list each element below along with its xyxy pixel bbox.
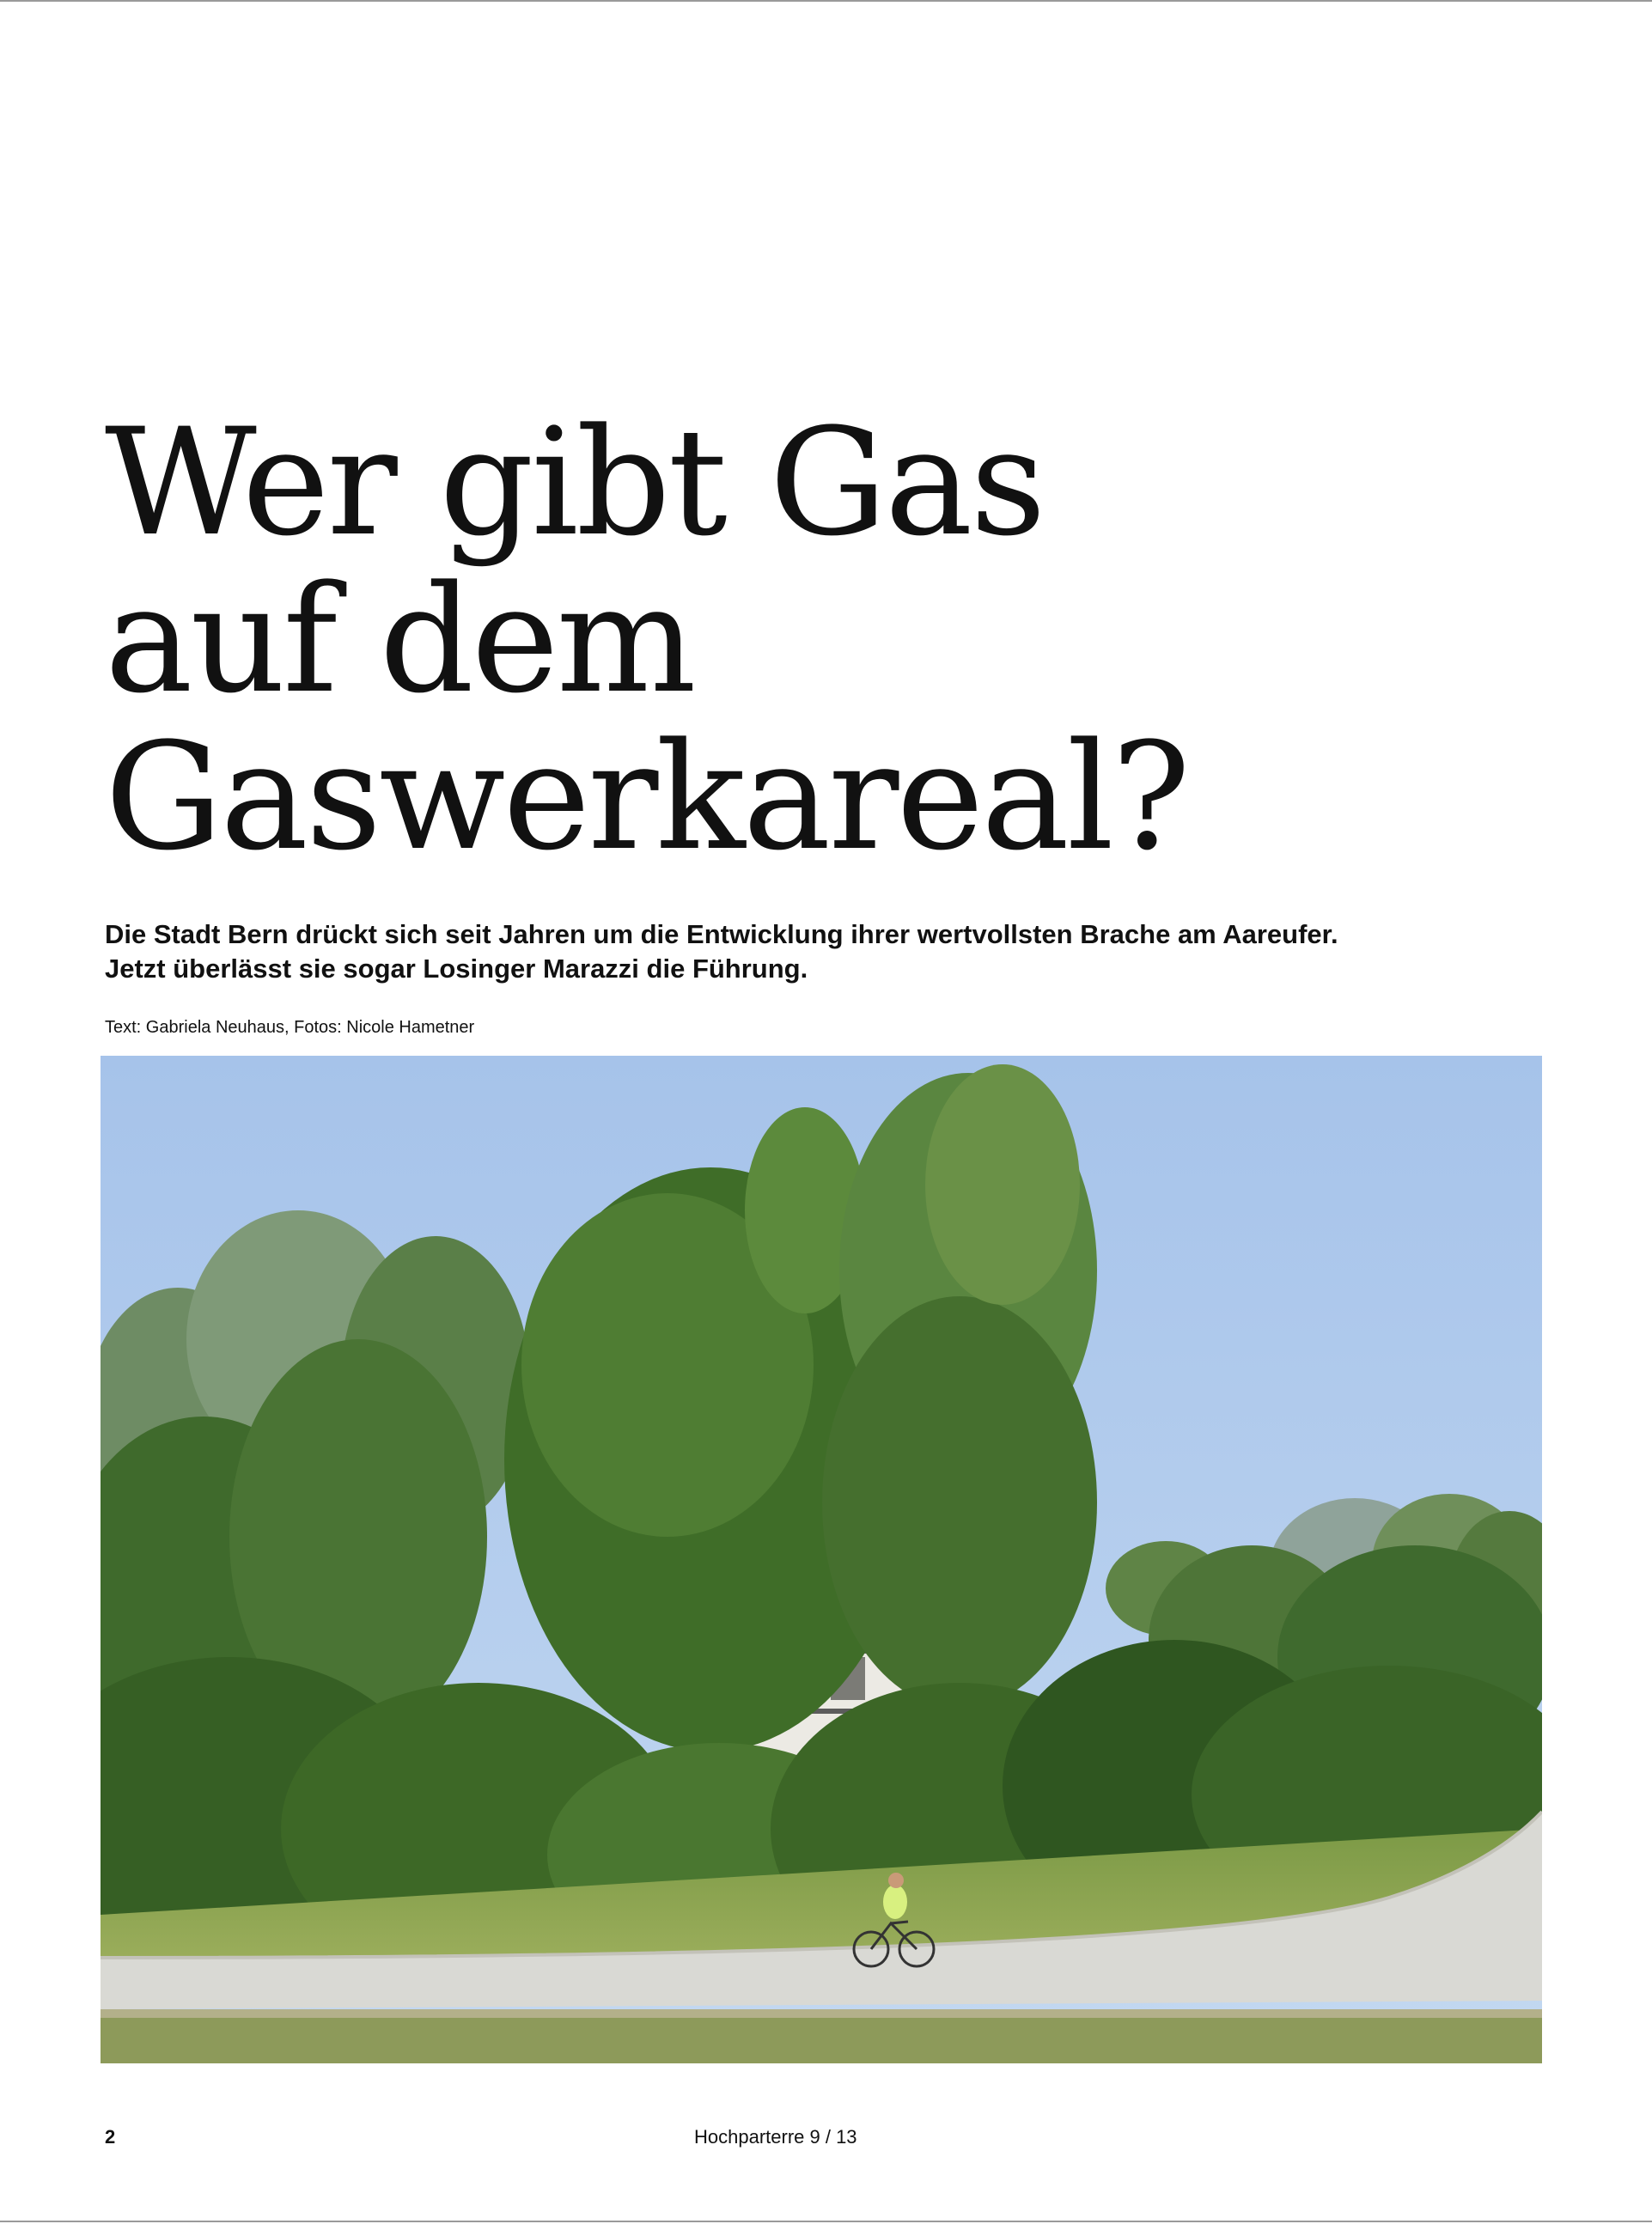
magazine-issue: Hochparterre 9 / 13 — [694, 2126, 857, 2148]
page-number: 2 — [105, 2126, 116, 2148]
article-lead — [105, 917, 1565, 986]
headline-line-3: Gaswerkareal? — [105, 710, 1188, 883]
lead-line-1: Die Stadt Bern drückt sich seit Jahren um die Entwicklung ihrer wertvollsten Brache am Aareufer. — [105, 919, 1338, 949]
article-photo — [101, 1056, 1542, 2063]
lead-line-2: Jetzt überlässt sie sogar Losinger Marazzi die Führung. — [105, 954, 808, 984]
photo-illustration — [101, 1056, 1542, 2063]
article-credits: Text: Gabriela Neuhaus, Fotos: Nicole Hametner — [105, 1018, 475, 1037]
headline-line-1: Wer gibt Gas — [105, 396, 1044, 569]
article-headline — [105, 396, 1565, 883]
bottom-border-rule — [0, 2221, 1652, 2222]
headline-line-2: auf dem — [105, 553, 694, 726]
top-border-rule — [0, 0, 1652, 2]
